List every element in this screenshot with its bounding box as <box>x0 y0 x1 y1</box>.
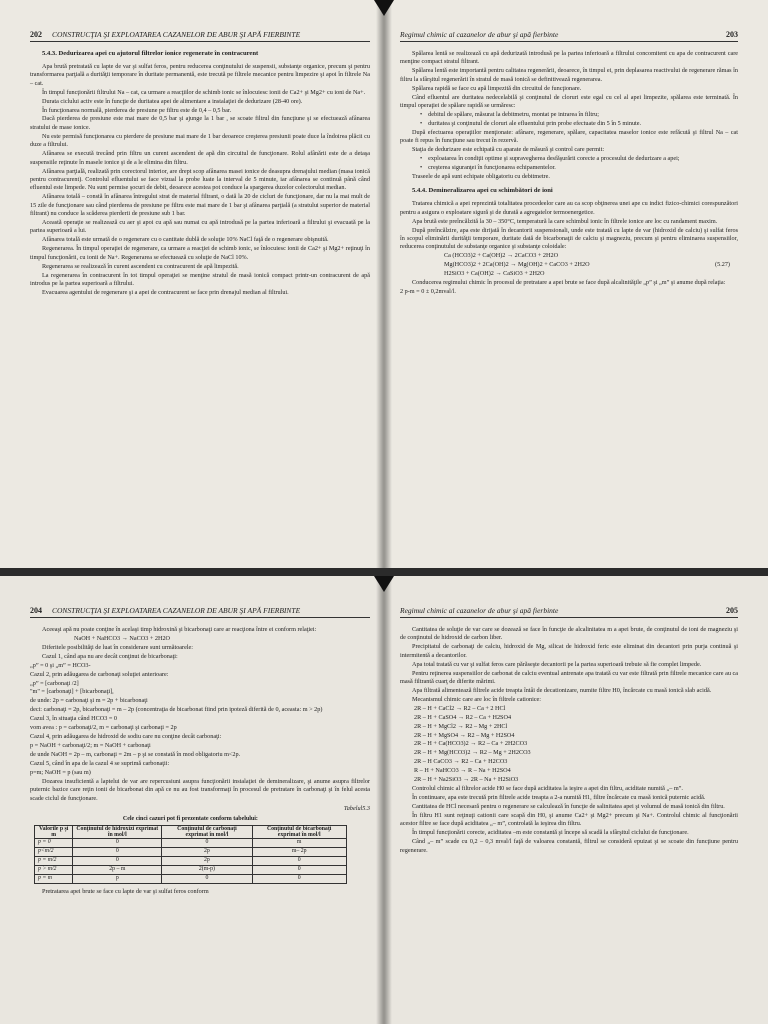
page-header <box>400 30 738 42</box>
table-cell: 2p – m <box>73 865 162 874</box>
paragraph: La regenerarea în contracurent în tot timpul operaţiei se menţine stratul de masă ionică compact printr-un contracurent de apă introdus pe la partea superioară a filtrului. <box>30 271 370 287</box>
reaction-line: 2R – H + Mg(HCO3)2 → R2 – Mg + 2H2CO3 <box>414 749 531 757</box>
paragraph: Când efluentul are duritatea nedecelabilă şi conţinutul de cloruri este egal cu cel al apei limpezite, spălarea este terminată. În timpul operaţiei de spălare rapidă se urmăresc: <box>400 93 738 110</box>
page-202 <box>0 0 384 568</box>
paragraph: Afânarea parţială, realizată prin corectorul interior, are drept scop afânarea masei ionice de deasupra drenajului median (masa ionică pentru contracurent). Controlul efluentului se face vizual la probe luate la interval de 5 minute, iar afânarea se continuă până când efluentul este limpede. Nu sunt permise şocuri de debit, deoarece acestea pot conduce la spargerea duzelor colectorului median. <box>30 167 370 192</box>
paragraph: După preîncălzire, apa este dirijată în decantorii suspensionali, unde este tratată cu lapte de var (hidroxid de calciu) şi sulfat feros în scopul eliminării durităţii temporare, duritate dată de bicarbonaţii de calciu şi magneziu, precum şi pentru eliminarea suspensiilor, reducerea conţinutului de substanţe organice şi substanţe coloidale: <box>400 226 738 251</box>
page-body <box>30 50 370 297</box>
list-item: • debitul de spălare, măsurat la debitmetru, montat pe intrarea în filtru; <box>420 111 738 119</box>
list-item: • creşterea siguranţei în funcţionarea echipamentelor. <box>420 164 738 172</box>
table-cell: 2(m-p) <box>162 865 252 874</box>
formula-line: H2SiO3 + Ca(OH)2 → CaSiO3 + 2H2O <box>444 269 545 277</box>
paragraph: Staţia de dedurizare este echipată cu aparate de măsură şi control care permit: <box>412 146 605 154</box>
page-body <box>400 626 738 855</box>
table-row <box>35 865 347 874</box>
case-line: vom avea : p = carbonaţi/2, m = carbonaţi şi carbonaţi = 2p <box>30 724 177 732</box>
reaction-line: 2R – H + Na2SiO3 → 2R – Na + H2SiO3 <box>414 776 519 784</box>
bullet-list <box>420 155 738 172</box>
paragraph: În timpul funcţionării corecte, aciditatea –m este constantă şi începe să scadă la sfârşitul ciclului de funcţionare. <box>412 829 689 837</box>
paragraph: Regenerarea. În timpul operaţiei de regenerare, ca urmare a reacţiei de schimb ionic, se înlocuiesc ionii de Ca2+ şi Mg2+ reţinuţi în timpul funcţionării, cu ionii de Na+. Regenerarea se efectuează cu soluţie de NaCl 10%. <box>30 245 370 261</box>
running-head: Regimul chimic al cazanelor de abur şi apă fierbinte <box>400 30 559 39</box>
paragraph: Apa brută pretratată cu lapte de var şi sulfat feros, pentru reducerea conţinutului de suspensii, substanţe organice, precum şi pentru transformarea parţială a durităţii temporare în duritate permanentă, este trecută pe filtrele mecanice pentru limpezire şi apoi în filtrele Na – cat. <box>30 62 370 87</box>
paragraph: După efectuarea operaţiilor menţionate: afânare, regenerare, spălare, capacitatea maselor ionice este refăcută şi filtrul Na – cat poate fi repus în funcţiune sau trecut în rezervă. <box>400 128 738 145</box>
paragraph: Conducerea regimului chimic în procesul de pretratare a apei brute se face după alcalinităţile „p” şi „m” şi anume după relaţia: <box>412 278 726 286</box>
book-gutter <box>376 0 392 568</box>
table-cell: p<m/2 <box>35 848 73 857</box>
paragraph: Apa total tratată cu var şi sulfat feros care părăseşte decantorii pe la partea superioară trebuie să fie complet limpede. <box>412 660 702 668</box>
case-line: Cazul 2, prin adăugarea de carbonaţi soluţiei anterioare: <box>30 670 169 678</box>
list-item: • exploatarea în condiţii optime şi supravegherea desfăşurării corecte a procesului de dedurizare a apei; <box>420 155 738 163</box>
paragraph: Cazul 1, când apa nu are decât conţinut de bicarbonaţi: <box>42 652 178 660</box>
page-body <box>400 50 738 296</box>
table-cell: 0 <box>252 874 346 883</box>
paragraph: Durata ciclului activ este în funcţie de duritatea apei de alimentare a instalaţiei de dedurizare (28-40 ore). <box>42 97 303 105</box>
paragraph: Diferitele posibilităţi de luat în considerare sunt următoarele: <box>42 643 194 651</box>
table-cell: 0 <box>252 857 346 866</box>
table-caption: Cele cinci cazuri pot fi prezentate conform tabelului: <box>122 816 258 823</box>
case-line: deci: carbonaţi = 2p, bicarbonaţi = m – 2p (concentraţia de bicarbonat fiind prin ipoteză diferită de 0, aceasta: m > 2p) <box>30 706 323 714</box>
table-cell: m <box>252 839 346 848</box>
case-line: "m" = [carbonaţi] + [bicarbonaţi], <box>30 688 114 696</box>
paragraph: Controlul chimic al filtrelor acide H0 se face după aciditatea la ieşire a apei din filtru, aciditate numită „– m”. <box>412 785 683 793</box>
page-204 <box>0 576 384 1024</box>
paragraph: Pentru reţinerea suspensiilor de carbonat de calciu eventual antrenate apa tratată cu var este filtrată prin filtrele mecanice care au ca masă filtrantă cuarţ de diferite mărimi. <box>400 669 738 686</box>
paragraph: Aceeaşi apă nu poate conţine în acelaşi timp hidroxină şi bicarbonaţi care ar reacţiona între ei conform relaţiei: <box>42 626 317 633</box>
running-head: CONSTRUCŢIA ŞI EXPLOATAREA CAZANELOR DE ABUR ŞI APĂ FIERBINTE <box>52 606 301 615</box>
table-cell: m– 2p <box>252 848 346 857</box>
page-header <box>400 606 738 618</box>
table-cell: 0 <box>73 857 162 866</box>
paragraph: Spălarea rapidă se face cu apă limpezită din circuitul de funcţionare. <box>412 84 582 92</box>
paragraph: Cantitatea de soluţie de var care se dozează se face în funcţie de alcalinitatea m a apei brute, de conţinutul de ioni de magneziu şi de conţinutul de hidroxid de carbon liber. <box>400 626 738 642</box>
paragraph: În timpul funcţionării filtrului Na – cat, ca urmare a reacţiilor de schimb ionic se înlocuiesc ionii de Ca2+ şi Mg2+ cu ioni de Na+. <box>42 88 366 96</box>
list-item: • duritatea şi conţinutul de cloruri ale efluentului prin probe efectuate din 5 în 5 minute. <box>420 120 738 128</box>
formula-line: NaOH + NaHCO3 → NaCO3 + 2H2O <box>74 634 170 642</box>
running-head: CONSTRUCŢIA ŞI EXPLOATAREA CAZANELOR DE ABUR ŞI APĂ FIERBINTE <box>52 30 301 39</box>
table-row <box>35 848 347 857</box>
table-cell: 0 <box>73 848 162 857</box>
case-line: Cazul 4, prin adăugarea de hidroxid de sodiu care nu conţine decât carbonaţi: <box>30 733 222 741</box>
page-number: 202 <box>30 30 42 39</box>
paragraph: În continuare, apa este trecută prin filtrele acide treapta a 2-a numită H1, filtre încărcate cu masă ionică puternic acidă. <box>412 794 706 802</box>
table-row <box>35 857 347 866</box>
paragraph: Cantitatea de HCl necesară pentru o regenerare se calculează în funcţie de salinitatea apei şi volumul de masă ionică din filtru. <box>412 802 725 810</box>
table-row <box>35 874 347 883</box>
paragraph: Afânarea totală este urmată de o regenerare cu o cantitate dublă de soluţie 10% NaCl faţă de o regenerare obişnuită. <box>42 236 329 244</box>
paragraph: Spălarea lentă este importantă pentru calitatea regenerării, deoarece, în timpul ei, prin deplasarea reactivului de regenerare rămas în filtru la sfârşitul regenerării în stratul de masă ionică se definitivează regenerarea. <box>400 67 738 83</box>
relation: 2 p-m = 0 ± 0,2mval/l. <box>400 287 456 295</box>
paragraph: Această operaţie se realizează cu aer şi apoi cu apă sau numai cu apă introdusă pe la partea inferioară a filtrului şi evacuată pe la partea superioară a lui. <box>30 219 370 235</box>
table-cell: 0 <box>162 839 252 848</box>
formula-line-numbered <box>400 261 738 269</box>
case-line: Cazul 3, în situaţia când HCO3 = 0 <box>30 715 118 723</box>
case-line: de unde: 2p = carbonaţi şi m = 2p + bicarbonaţi <box>30 697 148 705</box>
table-cell: 0 <box>252 865 346 874</box>
reaction-line: 2R – H + MgCl2 → R2 – Mg + 2HCl <box>414 722 508 730</box>
table-cell: 0 <box>73 839 162 848</box>
formula-line: Mg(HCO3)2 + 2Ca(OH)2 → Mg(OH)2 + CaCO3 + 2H2O <box>444 261 590 269</box>
reaction-line: 2R – H + CaSO4 → R2 – Ca + H2SO4 <box>414 713 512 721</box>
paragraph: Regenerarea se realizează în curent ascendent cu contracurent de apă limpezită. <box>42 262 239 270</box>
paragraph: Evacuarea agentului de regenerare şi a apei de contracurent se face prin drenajul median al filtrului. <box>42 288 289 296</box>
page-205 <box>384 576 768 1024</box>
table-cell: p = m <box>35 874 73 883</box>
equation-number: (5.27) <box>715 261 730 269</box>
page-203 <box>384 0 768 568</box>
paragraph: Tratarea chimică a apei reprezintă totalitatea procedeelor care au ca scop obţinerea unei ape cu indici fizico-chimici corespunzători pentru a asigura o exploatare sigură şi de durată a agregatelor termoenergetice. <box>400 200 738 216</box>
column-header: Valorile p şi m <box>35 825 73 839</box>
paragraph: Precipitatul de carbonaţi de calciu, hidroxid de Mg, silicat de hidroxid feric este eliminat din decantori prin purja continuă şi intermitentă a decantorilor. <box>400 643 738 659</box>
cases-table <box>34 815 347 883</box>
table-cell: p <box>73 874 162 883</box>
bullet-list <box>420 111 738 128</box>
paragraph: Afânarea se execută trecând prin filtru un curent ascendent de apă din circuitul de funcţionare. Rolul afânării este de a detaşa suspensiile reţinute în masele ionice şi de a le elimina din filtru. <box>30 150 370 166</box>
paragraph: Mecanismul chimic care are loc în filtrele cationice: <box>412 695 542 703</box>
case-line: Cazul 5, când în apa de la cazul 4 se suprimă carbonaţii: <box>30 759 170 767</box>
column-header: Conţinutul de bicarbonaţi exprimat în mol/l <box>252 825 346 839</box>
section-title: 5.4.4. Demineralizarea apei cu schimbători de ioni <box>412 187 553 195</box>
paragraph: Dacă pierderea de presiune este mai mare de 0,5 bar şi ajunge la 1 bar , se scoate filtrul din funcţiune şi se efectuează afânarea stratului de mase ionice. <box>30 115 370 131</box>
paragraph: Apa filtrată alimentează filtrele acide treapta întâi de decationizare, numite filtre H0, încărcate cu masă ionică slab acidă. <box>412 686 712 694</box>
reaction-line: 2R – H CaCO3 → R2 – Ca + H2CO3 <box>414 758 508 766</box>
case-line: „p” = [carbonaţi /2] <box>30 679 79 687</box>
column-header: Conţinutul de carbonaţi exprimat în mol/l <box>162 825 252 839</box>
page-body <box>30 626 370 896</box>
table-row <box>35 839 347 848</box>
book-spread-bottom <box>0 576 768 1024</box>
table-cell: p = 0 <box>35 839 73 848</box>
spine-marker <box>374 0 394 16</box>
paragraph: Traseele de apă sunt echipate obligatoriu cu debitmetre. <box>412 172 550 180</box>
page-number: 205 <box>726 606 738 615</box>
page-number: 203 <box>726 30 738 39</box>
table-cell: p = m/2 <box>35 857 73 866</box>
reaction-line: 2R – H + Ca(HCO3)2 → R2 – Ca + 2H2CO3 <box>414 740 528 748</box>
page-header <box>30 606 370 618</box>
case-line: p=m; NaOH = p (sau m) <box>30 768 91 776</box>
column-header: Conţinutul de hidroxizi exprimat în mol/l <box>73 825 162 839</box>
table-header-row <box>35 825 347 839</box>
paragraph: Pretratarea apei brute se face cu lapte de var şi sulfat feros conform <box>42 887 209 895</box>
paragraph: Afânarea totală – constă în afânarea întregului strat de material filtrant, o dată la 20 de cicluri de funcţionare, dar nu la mai mult de 15 zile de funcţionare sau când pierderea de presiune pe filtru este mai mare de 1 bar şi afânarea parţială (a stratului superior de material filtrant) nu conduce la scăderea pierderii de presiune sub 1 bar. <box>30 193 370 218</box>
paragraph: Spălarea lentă se realizează cu apă dedurizată introdusă pe la partea inferioară a filtrului concomitent cu apa de contracurent care menţine compact stratul filtrant. <box>400 50 738 66</box>
table-cell: 2p <box>162 857 252 866</box>
case-line: p = NaOH + carbonaţi/2; m = NaOH + carbonaţi <box>30 741 151 749</box>
formula-line: Ca (HCO3)2 + Ca(OH)2 → 2CaCO3 + 2H2O <box>444 252 559 260</box>
table-label: Tabelul5.3 <box>343 804 370 812</box>
section-title: 5.4.3. Dedurizarea apei cu ajutorul filtrelor ionice regenerate în contracurent <box>42 50 259 57</box>
reaction-line: R – H + NaHCO3 → R – Na + H2SO4 <box>414 767 511 775</box>
case-line: de unde NaOH = 2p – m, carbonaţi = 2m – p şi se constată în mod obligatoriu m<2p. <box>30 750 241 758</box>
case-line: „p” = 0 şi „m” = HCO3- <box>30 661 91 669</box>
reaction-line: 2R – H + MgSO4 → R2 – Mg + H2SO4 <box>414 731 515 739</box>
table-cell: p > m/2 <box>35 865 73 874</box>
paragraph: Nu este permisă funcţionarea cu pierdere de presiune mai mare de 1 bar deoarece creşterea presiunii poate duce la îndoirea plăcii cu duze a filtrului. <box>30 132 370 149</box>
paragraph: Dozarea insuficientă a laptelui de var are repercusiuni asupra funcţionării instalaţiei de demineralizare, şi anume asupra filtrelor puternic bazice care reţin ionii de bicarbonat din apă ce nu au fost transformaţi în procesul de pretratare în carbonaţi şi în felul acesta scade ciclul de funcţionare. <box>30 777 370 802</box>
reaction-line: 2R – H + CaCl2 → R2 – Ca + 2 HCl <box>414 704 506 712</box>
page-number: 204 <box>30 606 42 615</box>
page-header <box>30 30 370 42</box>
paragraph: În filtru H1 sunt reţinuţi cationii care scapă din H0, şi anume Ca2+ şi Mg2+ precum şi Na+. Controlul chimic al funcţionării acestor filtre se face după aciditatea „– m”, controlată la ieşirea din filtru. <box>400 811 738 828</box>
paragraph: Când „– m” scade cu 0,2 – 0,3 mval/l faţă de valoarea constantă, filtrul se consideră epuizat şi se scoate din funcţiune pentru regenerare. <box>400 838 738 854</box>
spine-marker <box>374 576 394 592</box>
table-cell: 2p <box>162 848 252 857</box>
table-cell: 0 <box>162 874 252 883</box>
paragraph: În funcţionarea normală, pierderea de presiune pe filtru este de 0,4 – 0,5 bar. <box>42 106 232 114</box>
running-head: Regimul chimic al cazanelor de abur şi apă fierbinte <box>400 606 559 615</box>
book-gutter <box>376 576 392 1024</box>
paragraph: Apa brută este preîncălzită la 30 – 350°C, temperatură la care schimbul ionic în filtrele ionice are loc cu randament maxim. <box>412 217 718 225</box>
